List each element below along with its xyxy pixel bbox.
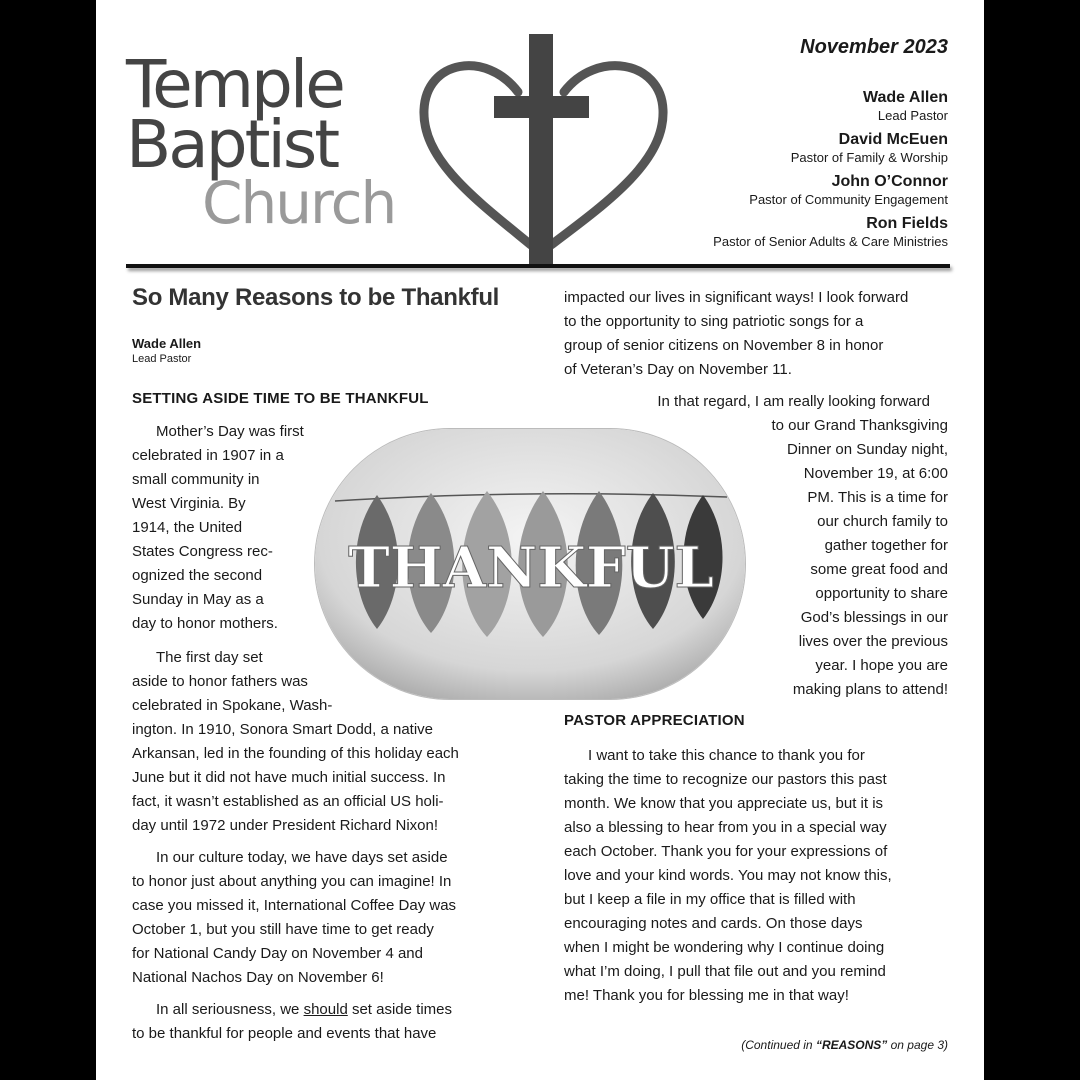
staff-name: Wade Allen bbox=[862, 89, 948, 106]
text-line: each October. Thank you for your expressions of bbox=[564, 843, 888, 860]
text-line: The first day set bbox=[156, 649, 263, 666]
paragraph-mothers-day bbox=[132, 420, 304, 636]
text-line: West Virginia. By bbox=[132, 495, 246, 512]
byline-role: Lead Pastor bbox=[132, 353, 192, 365]
text-line: year. I hope you are bbox=[815, 657, 948, 674]
paragraph-culture bbox=[132, 846, 456, 990]
church-logo-text bbox=[126, 46, 396, 237]
text-line: I want to take this chance to thank you for bbox=[588, 747, 865, 764]
text-run: set aside times bbox=[347, 1001, 452, 1018]
article-byline bbox=[132, 336, 201, 366]
text-line: case you missed it, International Coffee Day was bbox=[132, 897, 457, 914]
text-line: aside to honor fathers was bbox=[132, 673, 308, 690]
text-run: In all seriousness, we bbox=[156, 1001, 304, 1018]
continued-note bbox=[741, 1038, 948, 1052]
paragraph-impacted bbox=[564, 286, 908, 382]
text-line: God’s blessings in our bbox=[800, 609, 948, 626]
staff-role: Lead Pastor bbox=[877, 108, 948, 123]
text-line: small community in bbox=[132, 471, 260, 488]
text-line: National Nachos Day on November 6! bbox=[132, 969, 384, 986]
text-line: making plans to attend! bbox=[792, 681, 948, 698]
image-caption: THANKFUL bbox=[348, 535, 714, 601]
text-line: ognized the second bbox=[132, 567, 263, 584]
article-headline: So Many Reasons to be Thankful bbox=[132, 284, 500, 311]
text-line: to the opportunity to sing patriotic songs for a bbox=[564, 313, 864, 330]
staff-name: Ron Fields bbox=[866, 215, 948, 232]
paragraph-thanksgiving-dinner bbox=[657, 390, 948, 702]
paragraph-appreciation bbox=[564, 744, 892, 1008]
staff-role: Pastor of Family & Worship bbox=[790, 150, 948, 165]
text-line: group of senior citizens on November 8 in honor bbox=[564, 337, 884, 354]
staff-name: John O’Connor bbox=[831, 173, 948, 190]
text-line: June but it did not have much initial success. In bbox=[132, 769, 446, 786]
text-line: Arkansan, led in the founding of this holiday each bbox=[132, 745, 459, 762]
byline-name: Wade Allen bbox=[132, 336, 202, 351]
section-heading-appreciation: PASTOR APPRECIATION bbox=[564, 712, 745, 729]
issue-date: November 2023 bbox=[800, 36, 948, 58]
text-line: to our Grand Thanksgiving bbox=[771, 417, 948, 434]
text-line: our church family to bbox=[817, 513, 948, 530]
staff-role: Pastor of Senior Adults & Care Ministries bbox=[713, 234, 948, 249]
text-line: day until 1972 under President Richard Nixon! bbox=[132, 817, 439, 834]
text-line: also a blessing to hear from you in a special way bbox=[564, 819, 887, 836]
text-line: day to honor mothers. bbox=[132, 615, 278, 632]
text-line: ington. In 1910, Sonora Smart Dodd, a native bbox=[132, 721, 434, 738]
text-line: some great food and bbox=[810, 561, 948, 578]
text-line: opportunity to share bbox=[815, 585, 948, 602]
section-heading-thankful: SETTING ASIDE TIME TO BE THANKFUL bbox=[132, 390, 429, 407]
text-line: for National Candy Day on November 4 and bbox=[132, 945, 423, 962]
heart-cross-icon bbox=[406, 30, 676, 270]
logo-line-temple: Temple bbox=[126, 46, 343, 123]
text-line: encouraging notes and cards. On those days bbox=[564, 915, 863, 932]
text-line: what I’m doing, I pull that file out and you remind bbox=[564, 963, 886, 980]
text-run: on page 3) bbox=[887, 1038, 948, 1052]
text-line: October 1, but you still have time to get ready bbox=[132, 921, 434, 938]
staff-name: David McEuen bbox=[838, 131, 948, 148]
continued-keyword: “REASONS” bbox=[815, 1038, 888, 1052]
text-line: impacted our lives in significant ways! I look forward bbox=[564, 289, 909, 306]
text-line: but I keep a file in my office that is filled with bbox=[564, 891, 856, 908]
text-line: gather together for bbox=[824, 537, 948, 554]
text-line: PM. This is a time for bbox=[807, 489, 948, 506]
text-line bbox=[132, 998, 452, 1022]
text-line: Sunday in May as a bbox=[132, 591, 264, 608]
paragraph-seriousness bbox=[132, 998, 452, 1046]
text-line: me! Thank you for blessing me in that way! bbox=[564, 987, 849, 1004]
text-line: Dinner on Sunday night, bbox=[787, 441, 948, 458]
text-line: to honor just about anything you can imagine! In bbox=[132, 873, 452, 890]
text-line: lives over the previous bbox=[798, 633, 948, 650]
text-line: to be thankful for people and events that have bbox=[132, 1025, 437, 1042]
masthead-divider bbox=[126, 264, 950, 268]
text-line: of Veteran’s Day on November 11. bbox=[564, 361, 792, 378]
text-line: love and your kind words. You may not know this, bbox=[564, 867, 892, 884]
staff-list bbox=[713, 88, 948, 256]
text-line: celebrated in Spokane, Wash- bbox=[132, 697, 333, 714]
emphasis-should: should bbox=[303, 1001, 348, 1018]
logo-line-church: Church bbox=[202, 169, 396, 237]
text-line: In that regard, I am really looking forward bbox=[657, 393, 930, 410]
text-line: celebrated in 1907 in a bbox=[132, 447, 284, 464]
text-line: In our culture today, we have days set aside bbox=[156, 849, 448, 866]
text-line: November 19, at 6:00 bbox=[803, 465, 948, 482]
text-run: (Continued in bbox=[741, 1038, 816, 1052]
text-line: taking the time to recognize our pastors this past bbox=[564, 771, 887, 788]
text-line: States Congress rec- bbox=[132, 543, 273, 560]
text-line: fact, it wasn’t established as an official US holi- bbox=[132, 793, 444, 810]
text-line: Mother’s Day was first bbox=[156, 423, 304, 440]
logo-line-baptist: Baptist bbox=[126, 106, 338, 183]
text-line: month. We know that you appreciate us, but it is bbox=[564, 795, 884, 812]
text-line: 1914, the United bbox=[132, 519, 243, 536]
text-line: when I might be wondering why I continue doing bbox=[564, 939, 885, 956]
staff-role: Pastor of Community Engagement bbox=[749, 192, 948, 207]
newsletter-page bbox=[96, 0, 984, 1080]
